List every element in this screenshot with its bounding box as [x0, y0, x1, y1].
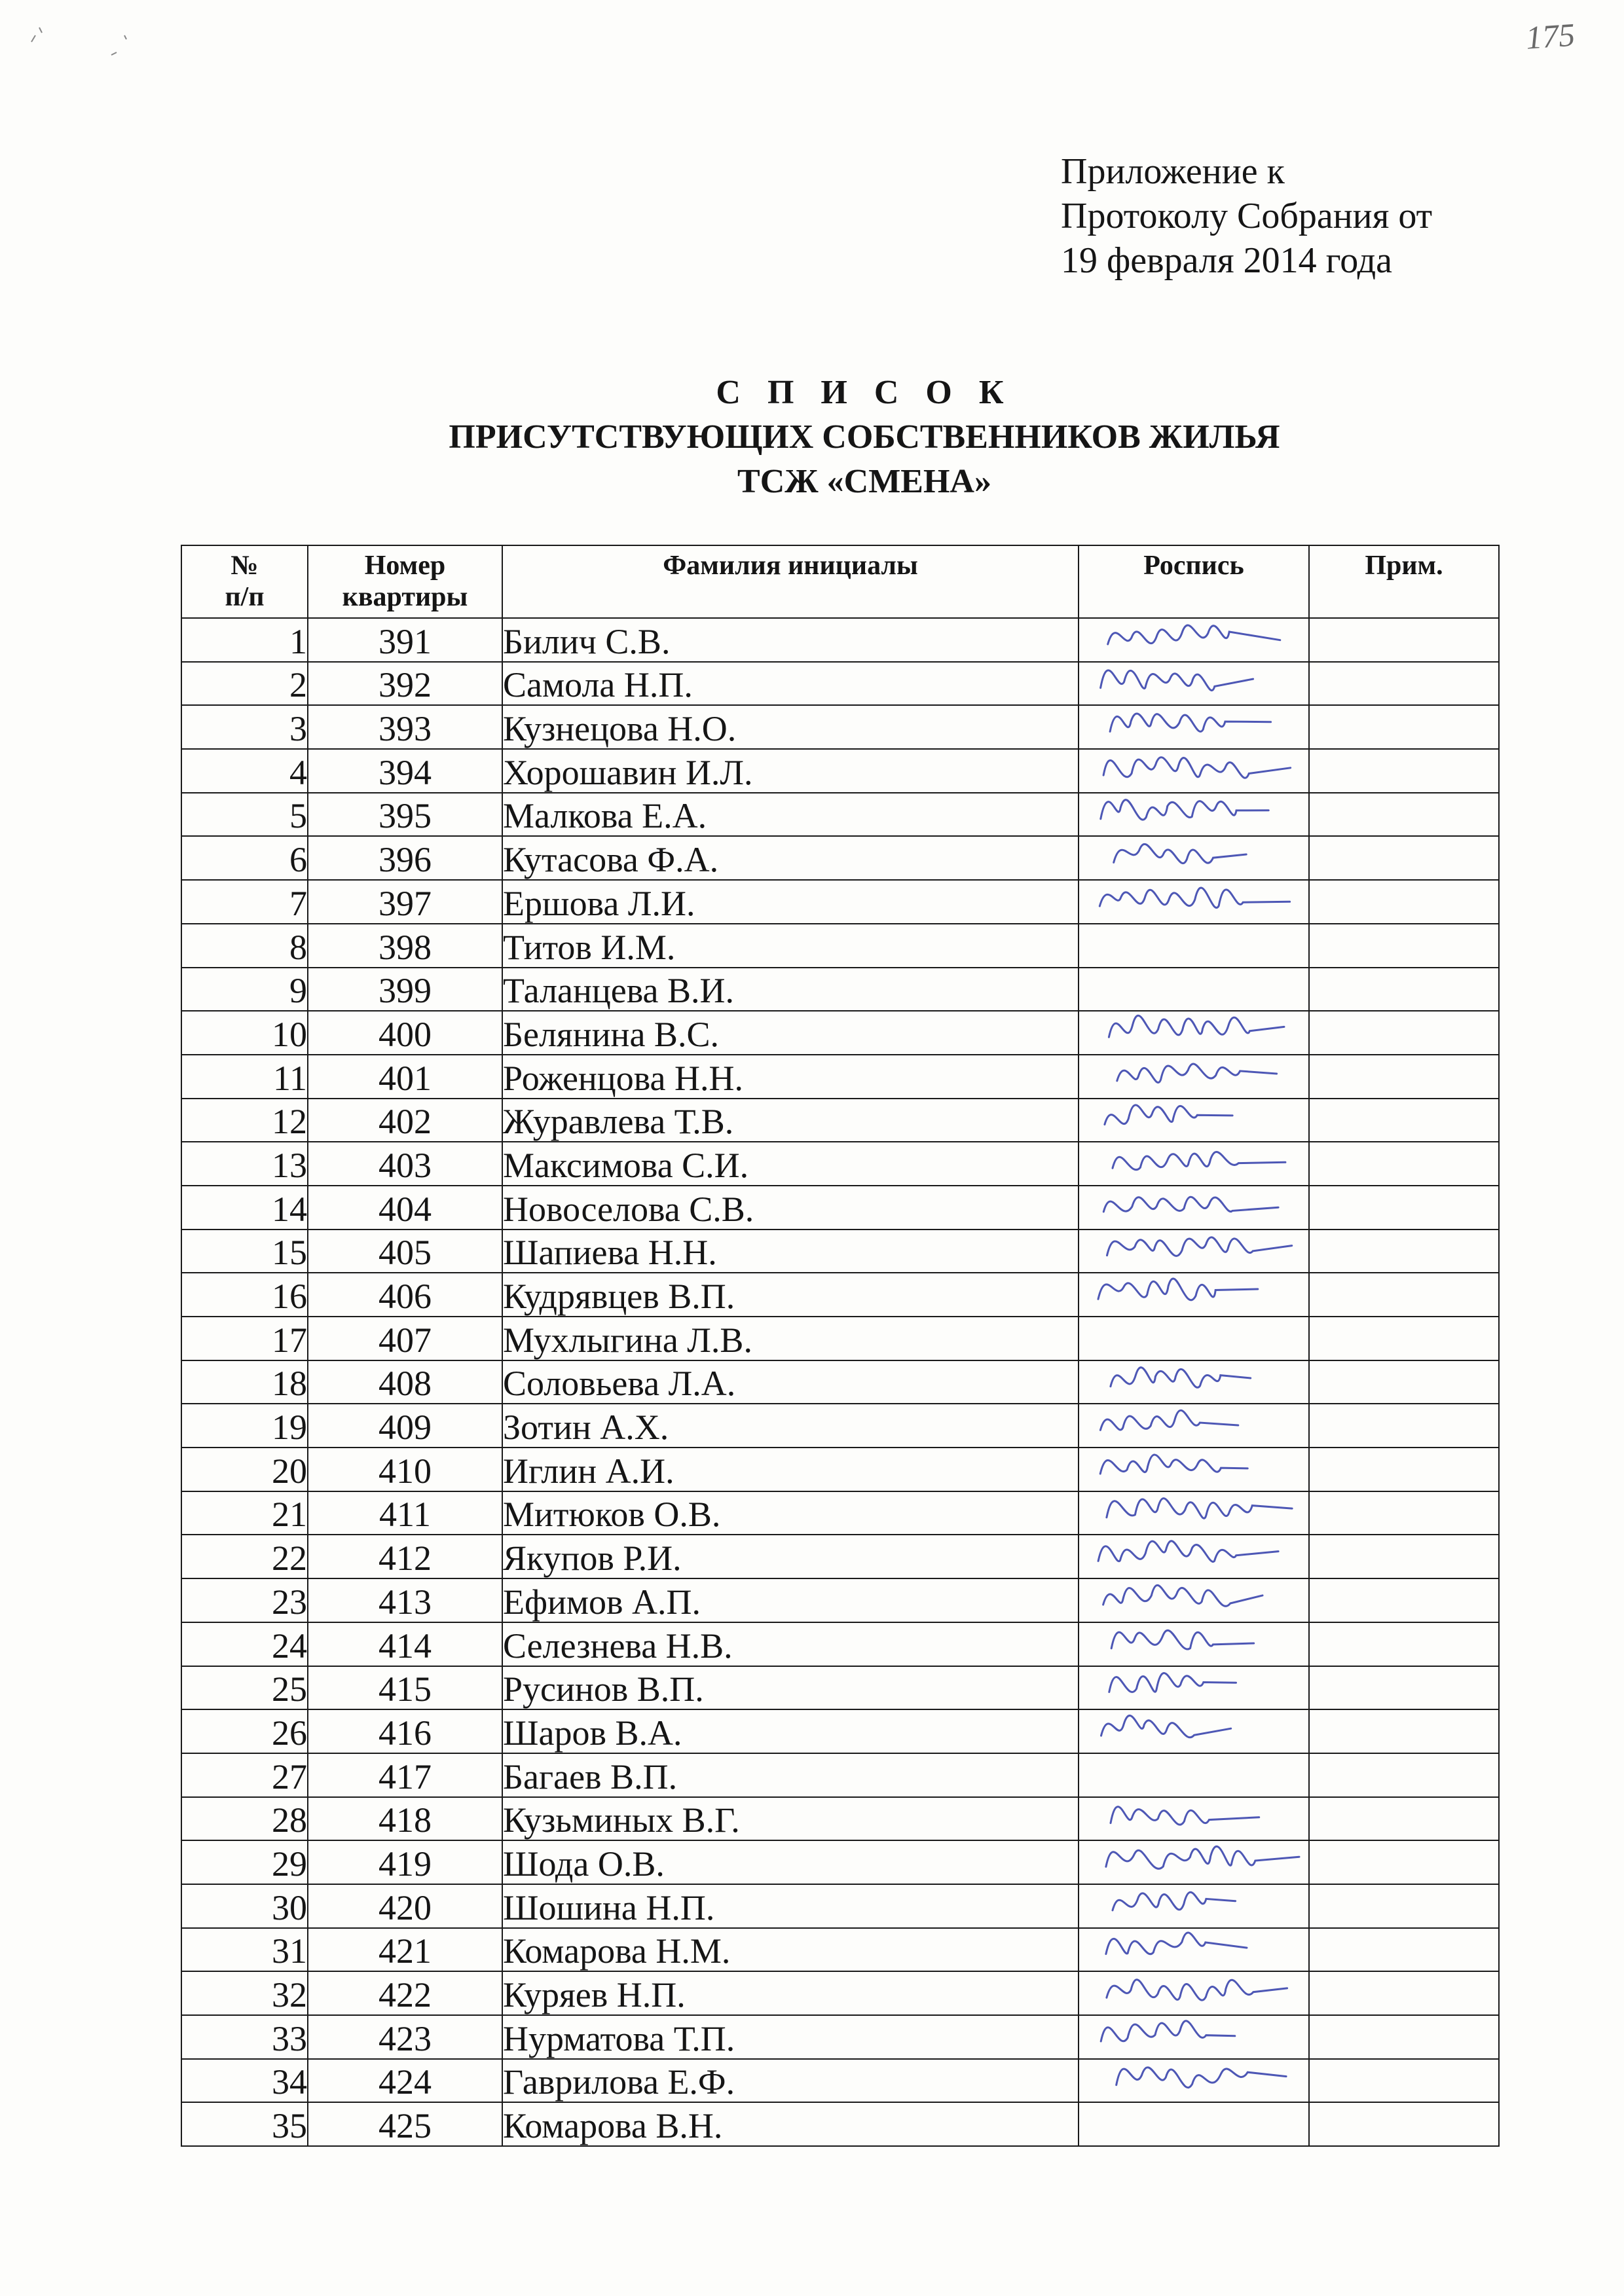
apartment-number: 393: [308, 705, 502, 749]
signature-cell: [1079, 1884, 1309, 1928]
note-cell: [1309, 836, 1499, 880]
apartment-number: 401: [308, 1055, 502, 1099]
row-number: 8: [181, 924, 308, 968]
note-cell: [1309, 2015, 1499, 2059]
owner-name: Роженцова Н.Н.: [502, 1055, 1079, 1099]
table-row: [181, 1230, 1499, 1273]
owner-name: Шапиева Н.Н.: [502, 1230, 1079, 1273]
note-cell: [1309, 1666, 1499, 1710]
owner-name: Кузнецова Н.О.: [502, 705, 1079, 749]
row-number: 23: [181, 1578, 308, 1622]
row-number: 15: [181, 1230, 308, 1273]
note-cell: [1309, 1622, 1499, 1666]
header-signature: Роспись: [1079, 545, 1309, 618]
note-cell: [1309, 1797, 1499, 1841]
signature-cell: [1079, 1491, 1309, 1535]
signature-cell: [1079, 793, 1309, 837]
note-cell: [1309, 924, 1499, 968]
note-cell: [1309, 1709, 1499, 1753]
note-cell: [1309, 1404, 1499, 1448]
table-row: [181, 1753, 1499, 1797]
owner-name: Зотин А.Х.: [502, 1404, 1079, 1448]
note-cell: [1309, 749, 1499, 793]
note-cell: [1309, 1186, 1499, 1230]
table-row: [181, 1578, 1499, 1622]
table-row: [181, 1142, 1499, 1186]
row-number: 9: [181, 968, 308, 1011]
table-row: [181, 968, 1499, 1011]
title-line-2: ПРИСУТСТВУЮЩИХ СОБСТВЕННИКОВ ЖИЛЬЯ: [449, 418, 1280, 456]
note-cell: [1309, 1230, 1499, 1273]
note-cell: [1309, 793, 1499, 837]
table-row: [181, 1273, 1499, 1317]
signature-cell: [1079, 2015, 1309, 2059]
owner-name: Русинов В.П.: [502, 1666, 1079, 1710]
table-row: [181, 662, 1499, 706]
note-cell: [1309, 1317, 1499, 1360]
header-number-line-1: №: [231, 551, 259, 581]
signature-cell: [1079, 1578, 1309, 1622]
apartment-number: 414: [308, 1622, 502, 1666]
signature-cell: [1079, 924, 1309, 968]
signature-cell: [1079, 1099, 1309, 1142]
apartment-number: 424: [308, 2059, 502, 2103]
table-row: [181, 1317, 1499, 1360]
owner-name: Шода О.В.: [502, 1840, 1079, 1884]
owner-name: Шаров В.А.: [502, 1709, 1079, 1753]
apartment-number: 422: [308, 1971, 502, 2015]
apartment-number: 395: [308, 793, 502, 837]
note-cell: [1309, 1011, 1499, 1055]
row-number: 33: [181, 2015, 308, 2059]
note-cell: [1309, 1971, 1499, 2015]
apartment-number: 415: [308, 1666, 502, 1710]
owner-name: Селезнева Н.В.: [502, 1622, 1079, 1666]
signature-cell: [1079, 749, 1309, 793]
owner-name: Кузьминых В.Г.: [502, 1797, 1079, 1841]
row-number: 30: [181, 1884, 308, 1928]
signature-cell: [1079, 2059, 1309, 2103]
owner-name: Кутасова Ф.А.: [502, 836, 1079, 880]
note-cell: [1309, 662, 1499, 706]
row-number: 20: [181, 1448, 308, 1491]
title-line-3: ТСЖ «СМЕНА»: [737, 463, 991, 500]
note-cell: [1309, 1840, 1499, 1884]
note-cell: [1309, 1273, 1499, 1317]
table-row: [181, 1797, 1499, 1841]
row-number: 7: [181, 880, 308, 924]
note-cell: [1309, 1884, 1499, 1928]
note-cell: [1309, 1491, 1499, 1535]
signature-cell: [1079, 1011, 1309, 1055]
row-number: 13: [181, 1142, 308, 1186]
note-cell: [1309, 1055, 1499, 1099]
apartment-number: 416: [308, 1709, 502, 1753]
signature-cell: [1079, 618, 1309, 662]
owner-name: Таланцева В.И.: [502, 968, 1079, 1011]
apartment-number: 391: [308, 618, 502, 662]
apartment-number: 408: [308, 1360, 502, 1404]
row-number: 1: [181, 618, 308, 662]
signature-cell: [1079, 1142, 1309, 1186]
table-row: [181, 1360, 1499, 1404]
row-number: 12: [181, 1099, 308, 1142]
note-cell: [1309, 1360, 1499, 1404]
owner-name: Мухлыгина Л.В.: [502, 1317, 1079, 1360]
owner-name: Билич С.В.: [502, 618, 1079, 662]
header-number-line-2: п/п: [225, 582, 265, 612]
signature-cell: [1079, 1055, 1309, 1099]
apartment-number: 406: [308, 1273, 502, 1317]
owner-name: Митюков О.В.: [502, 1491, 1079, 1535]
signature-cell: [1079, 1753, 1309, 1797]
table-row: [181, 1491, 1499, 1535]
row-number: 32: [181, 1971, 308, 2015]
signature-cell: [1079, 1666, 1309, 1710]
table-row: [181, 2059, 1499, 2103]
table-row: [181, 1971, 1499, 2015]
apartment-number: 417: [308, 1753, 502, 1797]
apartment-number: 392: [308, 662, 502, 706]
owner-name: Якупов Р.И.: [502, 1535, 1079, 1578]
table-row: [181, 880, 1499, 924]
owner-name: Нурматова Т.П.: [502, 2015, 1079, 2059]
signature-cell: [1079, 1448, 1309, 1491]
note-cell: [1309, 1142, 1499, 1186]
apartment-number: 394: [308, 749, 502, 793]
header-apartment: [308, 545, 502, 618]
note-cell: [1309, 1099, 1499, 1142]
apartment-number: 413: [308, 1578, 502, 1622]
signature-cell: [1079, 1928, 1309, 1972]
table-row: [181, 1535, 1499, 1578]
row-number: 3: [181, 705, 308, 749]
header-apartment-line-2: квартиры: [342, 582, 468, 612]
row-number: 26: [181, 1709, 308, 1753]
apartment-number: 410: [308, 1448, 502, 1491]
owner-name: Ефимов А.П.: [502, 1578, 1079, 1622]
signature-cell: [1079, 968, 1309, 1011]
header-number: [181, 545, 308, 618]
note-cell: [1309, 1535, 1499, 1578]
row-number: 18: [181, 1360, 308, 1404]
table-row: [181, 793, 1499, 837]
signature-cell: [1079, 836, 1309, 880]
signature-cell: [1079, 1186, 1309, 1230]
apartment-number: 412: [308, 1535, 502, 1578]
table-row: [181, 1448, 1499, 1491]
note-cell: [1309, 618, 1499, 662]
note-cell: [1309, 2102, 1499, 2146]
row-number: 25: [181, 1666, 308, 1710]
apartment-number: 404: [308, 1186, 502, 1230]
note-cell: [1309, 2059, 1499, 2103]
table-row: [181, 749, 1499, 793]
note-cell: [1309, 1448, 1499, 1491]
attendance-table: [181, 545, 1500, 2147]
row-number: 2: [181, 662, 308, 706]
table-row: [181, 1011, 1499, 1055]
table-row: [181, 1928, 1499, 1972]
signature-cell: [1079, 1535, 1309, 1578]
table-row: [181, 1666, 1499, 1710]
row-number: 22: [181, 1535, 308, 1578]
apartment-number: 407: [308, 1317, 502, 1360]
note-cell: [1309, 1928, 1499, 1972]
owner-name: Самола Н.П.: [502, 662, 1079, 706]
apartment-number: 396: [308, 836, 502, 880]
table-row: [181, 2102, 1499, 2146]
table-row: [181, 836, 1499, 880]
table-header-row: [181, 545, 1499, 618]
table-row: [181, 1622, 1499, 1666]
apartment-number: 420: [308, 1884, 502, 1928]
apartment-number: 425: [308, 2102, 502, 2146]
note-cell: [1309, 880, 1499, 924]
table-row: [181, 1055, 1499, 1099]
apartment-number: 399: [308, 968, 502, 1011]
row-number: 17: [181, 1317, 308, 1360]
signature-cell: [1079, 1317, 1309, 1360]
signature-cell: [1079, 1230, 1309, 1273]
apartment-number: 423: [308, 2015, 502, 2059]
table-row: [181, 1404, 1499, 1448]
signature-cell: [1079, 1840, 1309, 1884]
table-row: [181, 1709, 1499, 1753]
page-number: 175: [1524, 16, 1576, 56]
table-row: [181, 2015, 1499, 2059]
row-number: 10: [181, 1011, 308, 1055]
owner-name: Соловьева Л.А.: [502, 1360, 1079, 1404]
apartment-number: 411: [308, 1491, 502, 1535]
row-number: 5: [181, 793, 308, 837]
table-row: [181, 618, 1499, 662]
row-number: 6: [181, 836, 308, 880]
appendix-line-2: Протоколу Собрания от: [1061, 196, 1433, 236]
row-number: 24: [181, 1622, 308, 1666]
header-name: Фамилия инициалы: [502, 545, 1079, 618]
row-number: 14: [181, 1186, 308, 1230]
apartment-number: 418: [308, 1797, 502, 1841]
apartment-number: 419: [308, 1840, 502, 1884]
signature-cell: [1079, 1971, 1309, 2015]
signature-cell: [1079, 1360, 1309, 1404]
apartment-number: 405: [308, 1230, 502, 1273]
document-title: [0, 371, 1624, 504]
row-number: 29: [181, 1840, 308, 1884]
signature-cell: [1079, 1404, 1309, 1448]
table-row: [181, 1186, 1499, 1230]
row-number: 16: [181, 1273, 308, 1317]
apartment-number: 421: [308, 1928, 502, 1972]
apartment-number: 403: [308, 1142, 502, 1186]
owner-name: Белянина В.С.: [502, 1011, 1079, 1055]
note-cell: [1309, 705, 1499, 749]
note-cell: [1309, 1578, 1499, 1622]
owner-name: Куряев Н.П.: [502, 1971, 1079, 2015]
row-number: 27: [181, 1753, 308, 1797]
owner-name: Кудрявцев В.П.: [502, 1273, 1079, 1317]
appendix-line-1: Приложение к: [1061, 151, 1285, 192]
row-number: 34: [181, 2059, 308, 2103]
header-apartment-line-1: Номер: [364, 551, 446, 581]
row-number: 35: [181, 2102, 308, 2146]
apartment-number: 409: [308, 1404, 502, 1448]
appendix-line-3: 19 февраля 2014 года: [1061, 240, 1392, 281]
table-row: [181, 1099, 1499, 1142]
scan-noise-marks: [26, 16, 131, 68]
row-number: 4: [181, 749, 308, 793]
signature-cell: [1079, 1797, 1309, 1841]
signature-cell: [1079, 1273, 1309, 1317]
owner-name: Малкова Е.А.: [502, 793, 1079, 837]
row-number: 11: [181, 1055, 308, 1099]
owner-name: Новоселова С.В.: [502, 1186, 1079, 1230]
owner-name: Титов И.М.: [502, 924, 1079, 968]
row-number: 19: [181, 1404, 308, 1448]
signature-cell: [1079, 880, 1309, 924]
owner-name: Гаврилова Е.Ф.: [502, 2059, 1079, 2103]
apartment-number: 398: [308, 924, 502, 968]
title-line-1: С П И С О К: [716, 374, 1013, 411]
owner-name: Иглин А.И.: [502, 1448, 1079, 1491]
owner-name: Багаев В.П.: [502, 1753, 1079, 1797]
signature-cell: [1079, 2102, 1309, 2146]
table-row: [181, 1884, 1499, 1928]
appendix-reference: [1061, 149, 1432, 283]
owner-name: Журавлева Т.В.: [502, 1099, 1079, 1142]
apartment-number: 402: [308, 1099, 502, 1142]
table-row: [181, 924, 1499, 968]
row-number: 31: [181, 1928, 308, 1972]
note-cell: [1309, 968, 1499, 1011]
apartment-number: 400: [308, 1011, 502, 1055]
signature-cell: [1079, 1709, 1309, 1753]
owner-name: Комарова В.Н.: [502, 2102, 1079, 2146]
signature-cell: [1079, 662, 1309, 706]
owner-name: Ершова Л.И.: [502, 880, 1079, 924]
table-row: [181, 705, 1499, 749]
owner-name: Хорошавин И.Л.: [502, 749, 1079, 793]
signature-cell: [1079, 1622, 1309, 1666]
table-row: [181, 1840, 1499, 1884]
owner-name: Шошина Н.П.: [502, 1884, 1079, 1928]
owner-name: Комарова Н.М.: [502, 1928, 1079, 1972]
apartment-number: 397: [308, 880, 502, 924]
row-number: 28: [181, 1797, 308, 1841]
owner-name: Максимова С.И.: [502, 1142, 1079, 1186]
signature-cell: [1079, 705, 1309, 749]
note-cell: [1309, 1753, 1499, 1797]
row-number: 21: [181, 1491, 308, 1535]
header-note: Прим.: [1309, 545, 1499, 618]
